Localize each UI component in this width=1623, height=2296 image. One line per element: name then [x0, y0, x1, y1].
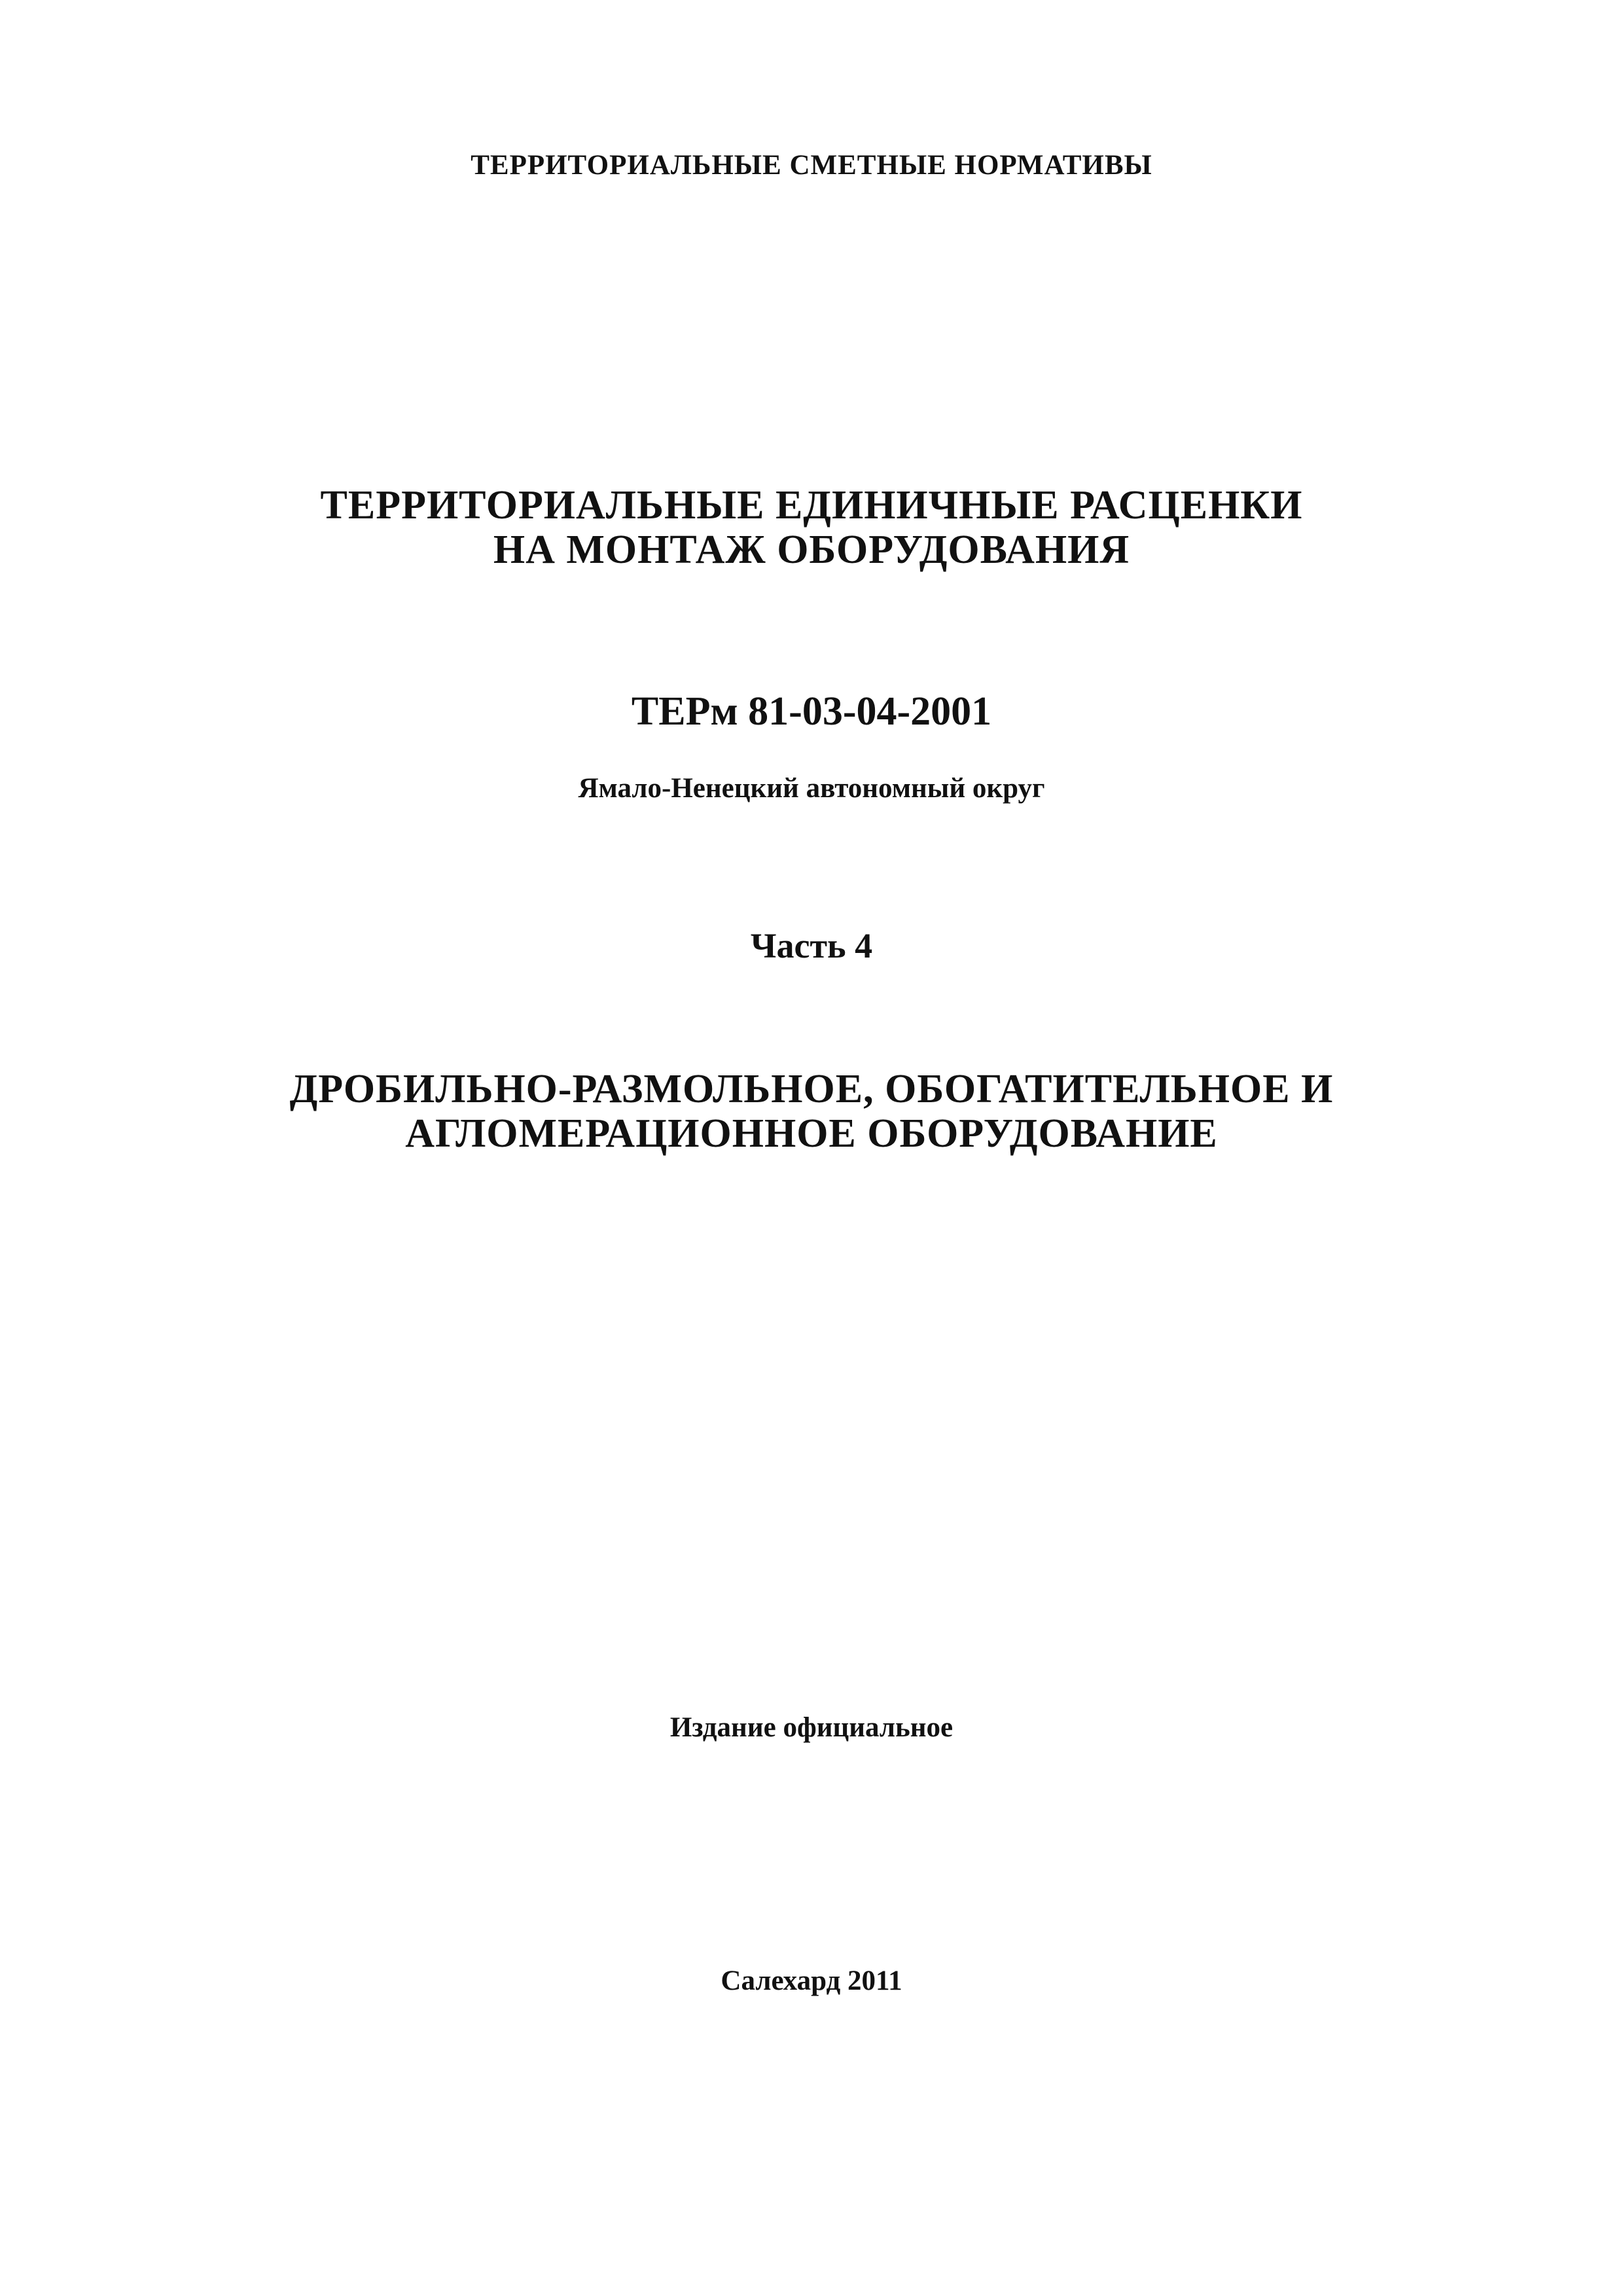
document-code: ТЕРм 81-03-04-2001: [631, 689, 992, 734]
series-header: ТЕРРИТОРИАЛЬНЫЕ СМЕТНЫЕ НОРМАТИВЫ: [471, 150, 1152, 181]
place-and-year: Салехард 2011: [721, 1965, 902, 1996]
section-title-line-2: АГЛОМЕРАЦИОННОЕ ОБОРУДОВАНИЕ: [405, 1111, 1218, 1156]
document-title: [0, 483, 1623, 572]
document-title-line-1: ТЕРРИТОРИАЛЬНЫЕ ЕДИНИЧНЫЕ РАСЦЕНКИ: [320, 483, 1303, 528]
document-title-line-2: НА МОНТАЖ ОБОРУДОВАНИЯ: [493, 528, 1130, 572]
section-title-line-1: ДРОБИЛЬНО-РАЗМОЛЬНОЕ, ОБОГАТИТЕЛЬНОЕ И: [289, 1067, 1334, 1111]
part-number: Часть 4: [750, 926, 873, 965]
section-title: [0, 1067, 1623, 1156]
region-name: Ямало-Ненецкий автономный округ: [578, 773, 1045, 804]
edition-note: Издание официальное: [669, 1712, 954, 1743]
